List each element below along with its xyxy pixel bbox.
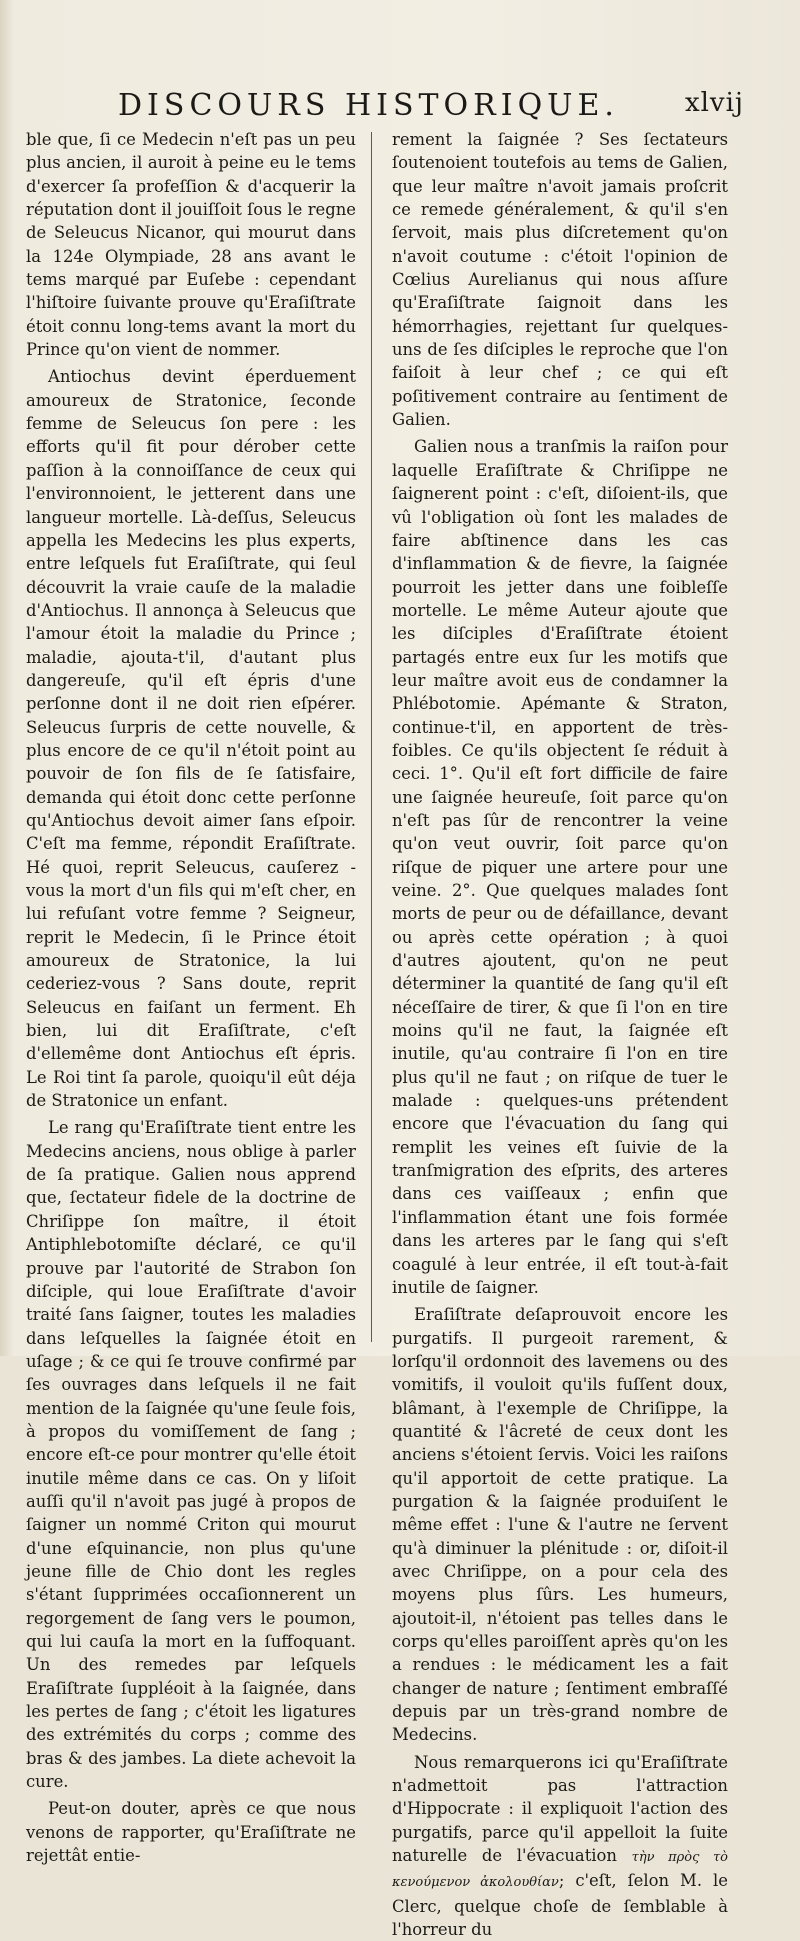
right-column xyxy=(392,128,728,1941)
left-column xyxy=(26,128,356,1867)
column-divider xyxy=(371,132,372,1342)
paragraph-attraction xyxy=(392,1751,728,1941)
paragraph-continued-right: rement la ſaignée ? Ses ſectateurs ſoutenoient toutefois au tems de Galien, que leur maître n'avoit jamais proſcrit ce remede généralement, & qu'il s'en ſervoit, mais plus diſcretement qu'on n'avoit coutume : c'étoit l'opinion de Cœlius Aurelianus qui nous aſſure qu'Eraſiſtrate ſaignoit dans les hémorrhagies, rejettant ſur quelques-uns de ſes diſciples le reproche que l'on faiſoit à leur chef ; ce qui eſt poſitivement contraire au ſentiment de Galien. xyxy=(392,130,728,430)
paragraph-continued: ble que, ſi ce Medecin n'eſt pas un peu plus ancien, il auroit à peine eu le tems d'exercer ſa profeſſion & d'acquerir la réputation dont il jouiſſoit ſous le regne de Seleucus Nicanor, qui mourut dans la 124e Olympiade, 28 ans avant le tems marqué par Euſebe : cependant l'hiſtoire ſuivante prouve qu'Eraſiſtrate étoit connu long-tems avant la mort du Prince qu'on vient de nommer. xyxy=(26,130,356,360)
greek-quotation: τὴν πρὸς τὸ κενούμενον ἀκολουθίαν xyxy=(392,1850,728,1891)
paragraph-antiochus: Antiochus devint éperduement amoureux de Stratonice, ſeconde femme de Seleucus ſon pere : les efforts qu'il fit pour dérober cette paſſion à la connoiſſance de ceux qui l'environnoient, le jetterent dans une langueur mortelle. Là-deſſus, Seleucus appella les Medecins les plus experts, entre leſquels fut Eraſiſtrate, qui ſeul découvrit la vraie cauſe de la maladie d'Antiochus. Il annonça à Seleucus que l'amour étoit la maladie du Prince ; maladie, ajouta-t'il, d'autant plus dangereuſe, qu'il eſt épris d'une perſonne dont il ne doit rien eſpérer. Seleucus ſurpris de cette nouvelle, & plus encore de ce qu'il n'étoit point au pouvoir de ſon fils de ſe ſatisfaire, demanda qui étoit donc cette perſonne qu'Antiochus devoit aimer ſans eſpoir. C'eſt ma femme, répondit Eraſiſtrate. Hé quoi, reprit Seleucus, cauſerez - vous la mort d'un fils qui m'eſt cher, en lui refuſant votre femme ? Seigneur, reprit le Medecin, ſi le Prince étoit amoureux de Stratonice, la lui cederiez-vous ? Sans doute, reprit Seleucus en faiſant un ferment. Eh bien, lui dit Eraſiſtrate, c'eſt d'ellemême dont Antiochus eſt épris. Le Roi tint ſa parole, quoiqu'il eût déja de Stratonice un enfant. xyxy=(26,367,356,1111)
page-number: xlvij xyxy=(684,88,744,118)
running-title: DISCOURS HISTORIQUE. xyxy=(118,88,619,123)
paragraph-doubt: Peut-on douter, après ce que nous venons de rapporter, qu'Eraſiſtrate ne rejettât entie- xyxy=(26,1799,356,1866)
page-header xyxy=(118,88,744,128)
attraction-text-start: Nous remarquerons ici qu'Eraſiſtrate n'admettoit pas l'attraction d'Hippocrate : il expliquoit l'action des purgatifs, parce qu'il appelloit la ſuite naturelle de l'évacuation xyxy=(392,1752,728,1866)
paragraph-practice: Le rang qu'Eraſiſtrate tient entre les Medecins anciens, nous oblige à parler de ſa pratique. Galien nous apprend que, ſectateur fidele de la doctrine de Chriſippe ſon maître, il étoit Antiphlebotomiſte déclaré, ce qu'il prouve par l'autorité de Strabon ſon diſciple, qui loue Eraſiſtrate d'avoir traité ſans ſaigner, toutes les maladies dans leſquelles la ſaignée étoit en uſage ; & ce qui ſe trouve confirmé par ſes ouvrages dans leſquels il ne fait mention de la ſaignée qu'une ſeule fois, à propos du vomiſſement de ſang ; encore eſt-ce pour montrer qu'elle étoit inutile même dans ce cas. On y liſoit auſſi qu'il n'avoit pas jugé à propos de ſaigner un nommé Criton qui mourut d'une eſquinancie, non plus qu'une jeune fille de Chio dont les regles s'étant ſupprimées occaſionnerent un regorgement de ſang vers le poumon, qui lui cauſa la mort en la ſuffoquant. Un des remedes par leſquels Eraſiſtrate ſuppléoit à la ſaignée, dans les pertes de ſang ; c'étoit les ligatures des extrémités du corps ; comme des bras & des jambes. La diete achevoit la cure. xyxy=(26,1118,356,1792)
paragraph-galien: Galien nous a tranſmis la raiſon pour laquelle Eraſiſtrate & Chriſippe ne ſaignerent point : c'eſt, diſoient-ils, que vû l'obligation où ſont les malades de faire abſtinence dans les cas d'inflammation & de fievre, la ſaignée pourroit les jetter dans une foibleſſe mortelle. Le même Auteur ajoute que les diſciples d'Eraſiſtrate étoient partagés entre eux ſur les motifs que leur maître avoit eus de condamner la Phlébotomie. Apémante & Straton, continue-t'il, en apportent de très-foibles. Ce qu'ils objectent ſe réduit à ceci. 1°. Qu'il eſt fort difficile de faire une ſaignée heureuſe, ſoit parce qu'on n'eſt pas ſûr de rencontrer la veine qu'on veut ouvrir, ſoit parce qu'on riſque de piquer une artere pour une veine. 2°. Que quelques malades ſont morts de peur ou de défaillance, devant ou après cette opération ; à quoi d'autres ajoutent, qu'on ne peut déterminer la quantité de ſang qu'il eſt néceſſaire de tirer, & que ſi l'on en tire moins qu'il ne faut, la ſaignée eſt inutile, qu'au contraire ſi l'on en tire plus qu'il ne faut ; on riſque de tuer le malade : quelques-uns prétendent encore que l'évacuation du ſang qui remplit les veines eſt ſuivie de la tranſmigration des eſprits, des arteres dans ces vaiſſeaux ; enfin que l'inflammation étant une fois formée dans les arteres par le ſang qui s'eſt coagulé à leur entrée, il eſt tout-à-fait inutile de ſaigner. xyxy=(392,437,728,1297)
paragraph-purgatifs: Eraſiſtrate deſaprouvoit encore les purgatifs. Il purgeoit rarement, & lorſqu'il ordonnoit des lavemens ou des vomitifs, il vouloit qu'ils fuſſent doux, blâmant, à l'exemple de Chriſippe, la quantité & l'âcreté de ceux dont les anciens s'étoient ſervis. Voici les raiſons qu'il apportoit de cette pratique. La purgation & la ſaignée produiſent le même effet : l'une & l'autre ne ſervent qu'à diminuer la plénitude : or, diſoit-il avec Chriſippe, on a pour cela des moyens plus ſûrs. Les humeurs, ajoutoit-il, n'étoient pas telles dans le corps qu'elles paroiſſent après qu'on les a rendues : le médicament les a fait changer de nature ; ſentiment embraſſé depuis par un très-grand nombre de Medecins. xyxy=(392,1305,728,1745)
attraction-text-end: ; c'eſt, ſelon M. le Clerc, quelque choſe de ſemblable à l'horreur du xyxy=(392,1871,728,1940)
